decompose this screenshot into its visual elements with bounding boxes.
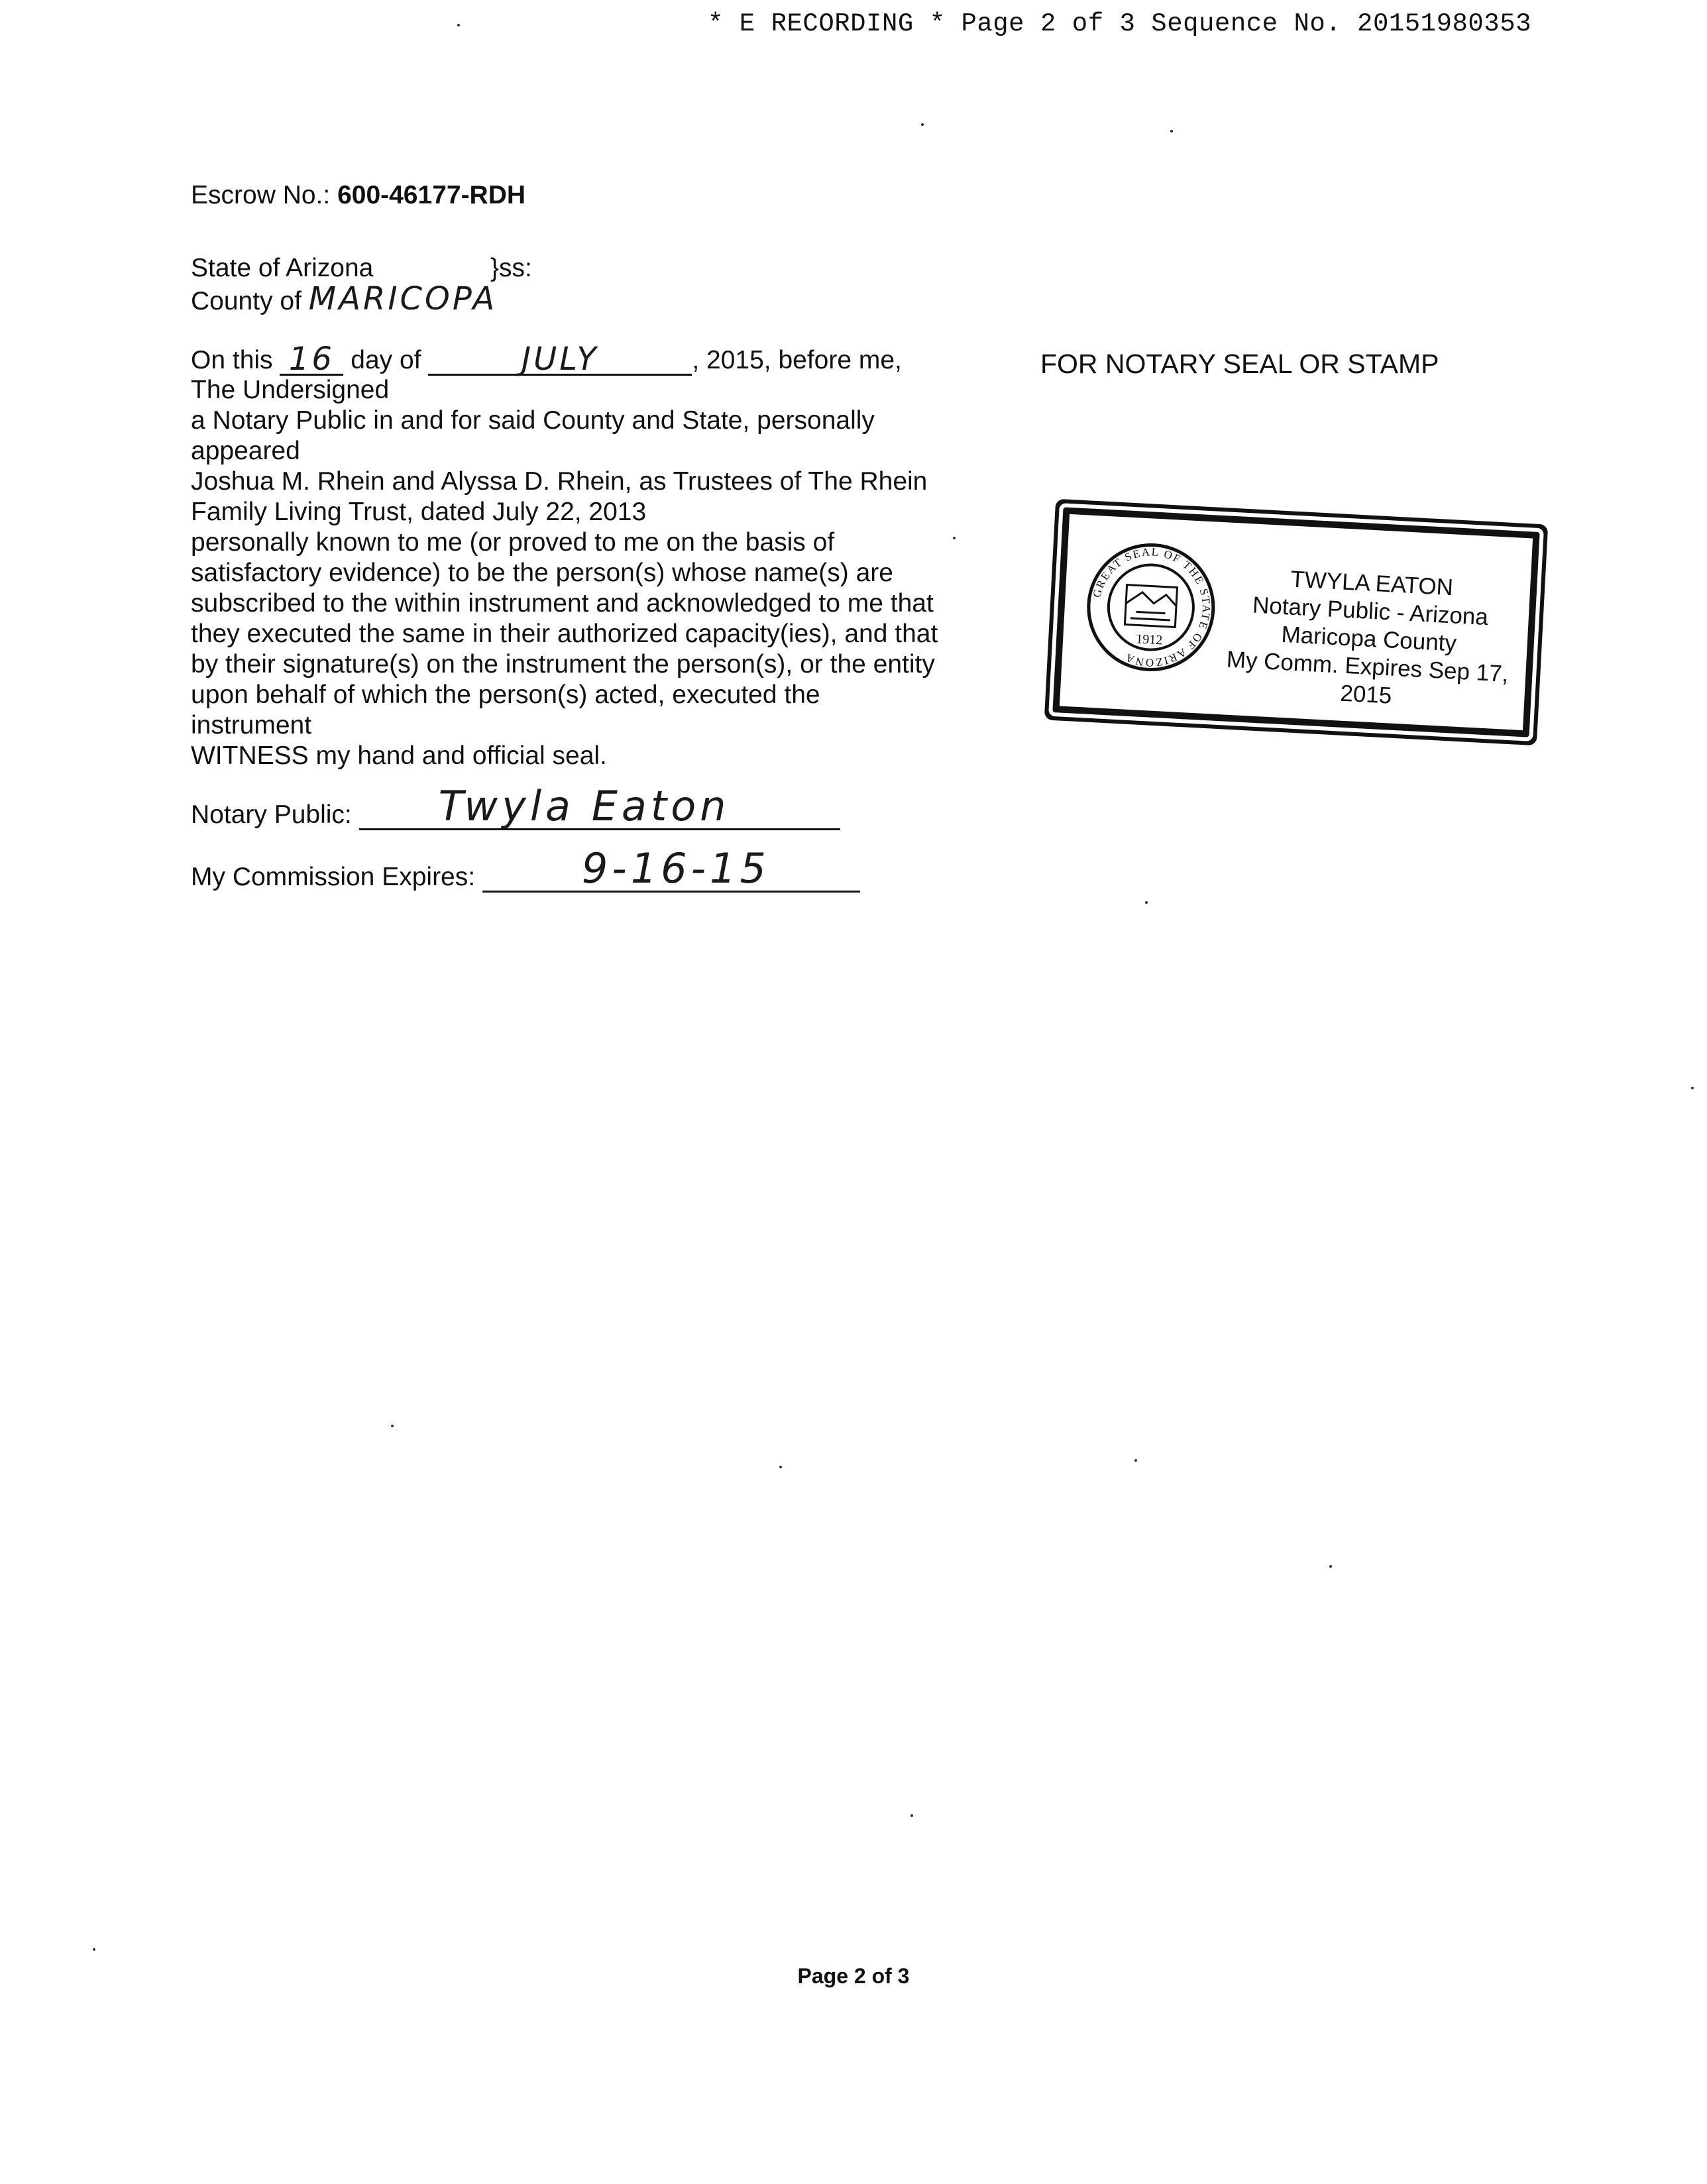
scan-speck [1134,1459,1137,1462]
commission-blank [482,844,860,893]
scan-speck [93,1948,95,1951]
paragraph-line: they executed the same in their authorized capacity(ies), and that [191,620,938,648]
notary-public-label: Notary Public: [191,800,352,829]
commission-label: My Commission Expires: [191,863,476,891]
signature-blank [359,782,840,830]
notary-signature: Twyla Eaton [438,782,730,830]
notary-signature-line [191,782,840,830]
paragraph-line: subscribed to the within instrument and acknowledged to me that [191,589,934,618]
stamp-text-block [1210,562,1528,717]
paragraph-line: appeared [191,437,300,465]
stamp-expiry: My Comm. Expires Sep 17, 2015 [1225,646,1510,709]
ss-mark: }ss: [490,254,532,282]
scan-speck [779,1466,782,1468]
scan-speck [953,537,956,539]
paragraph-line: instrument [191,711,312,739]
escrow-label: Escrow No.: [191,181,331,209]
day-handwritten: 16 [288,341,335,378]
month-handwritten: JULY [521,341,599,378]
county-label: County of [191,287,302,315]
paragraph-line: a Notary Public in and for said County and State, personally [191,406,875,435]
page-footer: Page 2 of 3 [797,1964,910,1988]
day-blank [280,341,343,378]
month-blank [428,341,692,378]
scan-speck [1329,1565,1332,1568]
on-this-label: On this [191,346,273,374]
state-seal-icon [1081,537,1221,677]
witness-line: WITNESS my hand and official seal. [191,741,607,770]
stamp-notary-name: TWYLA EATON [1290,566,1454,601]
seal-year: 1912 [1135,631,1163,648]
scan-speck [1170,130,1173,133]
seal-ring-text: GREAT SEAL OF THE STATE OF ARIZONA [1090,545,1213,669]
paragraph-line: Joshua M. Rhein and Alyssa D. Rhein, as Trustees of The Rhein [191,467,928,496]
paragraph-line: by their signature(s) on the instrument the person(s), or the entity [191,650,935,679]
state-line [191,253,588,284]
scan-speck [457,24,460,27]
escrow-number: 600-46177-RDH [337,181,526,209]
day-of-label: day of [351,346,421,374]
stamp-county: Maricopa County [1280,621,1457,657]
paragraph-line: satisfactory evidence) to be the person(s) whose name(s) are [191,559,893,587]
scan-speck [1145,901,1148,904]
date-line [191,341,902,378]
scan-speck [391,1425,394,1427]
scan-speck [921,123,924,126]
commission-date: 9-16-15 [581,844,770,893]
scan-speck [910,1814,913,1817]
escrow-line [191,180,525,211]
commission-line [191,844,860,893]
seal-area-label: FOR NOTARY SEAL OR STAMP [1040,349,1439,379]
year-text: , 2015, before me, [692,346,902,374]
stamp-title: Notary Public - Arizona [1252,592,1489,631]
scan-speck [1691,1087,1694,1089]
paragraph-line: personally known to me (or proved to me on the basis of [191,528,835,557]
county-line [191,280,541,317]
notary-stamp [1052,507,1539,737]
county-handwritten: MARICOPA [308,280,498,317]
acknowledgment-paragraph [191,375,1013,771]
paragraph-line: The Undersigned [191,376,390,404]
recording-header: * E RECORDING * Page 2 of 3 Sequence No. 20151980353 [708,9,1531,38]
paragraph-line: upon behalf of which the person(s) acted, executed the [191,681,820,709]
state-name: State of Arizona [191,254,374,282]
paragraph-line: Family Living Trust, dated July 22, 2013 [191,498,647,526]
